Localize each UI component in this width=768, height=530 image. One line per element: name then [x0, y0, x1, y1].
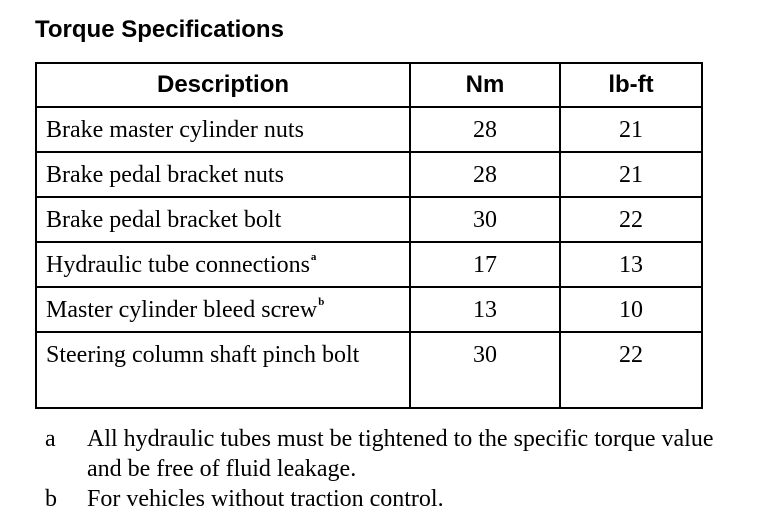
description-text: Brake master cylinder nuts: [46, 116, 304, 143]
row-lbft: 13: [560, 242, 702, 287]
row-lbft: 22: [560, 197, 702, 242]
description-text: Steering column shaft pinch bolt: [46, 342, 360, 368]
row-nm: 13: [410, 287, 560, 332]
table-row: [36, 332, 702, 408]
footnote-marker: b: [318, 295, 325, 308]
table-row: [36, 242, 702, 287]
description-text: Hydraulic tube connections: [46, 251, 310, 278]
table-row: [36, 152, 702, 197]
footnote-text: All hydraulic tubes must be tightened to the specific torque value and be free of fluid leakage.: [87, 426, 714, 482]
table-row: [36, 107, 702, 152]
torque-table: [35, 62, 703, 409]
row-nm: 28: [410, 107, 560, 152]
row-nm: 17: [410, 242, 560, 287]
footnote-marker: a: [310, 250, 317, 263]
row-description: [36, 332, 410, 408]
footnote: [45, 484, 745, 514]
row-lbft: 21: [560, 152, 702, 197]
row-description: [36, 197, 410, 242]
row-nm: 30: [410, 197, 560, 242]
column-header-nm: Nm: [410, 63, 560, 107]
footnotes: [45, 424, 745, 514]
row-description: [36, 242, 410, 287]
row-description: [36, 107, 410, 152]
description-text: Brake pedal bracket bolt: [46, 206, 282, 233]
footnote: [45, 424, 745, 484]
row-lbft: 10: [560, 287, 702, 332]
footnote-text: For vehicles without traction control.: [87, 486, 444, 512]
row-nm: 30: [410, 332, 560, 408]
table-row: [36, 197, 702, 242]
footnote-letter: a: [45, 426, 56, 452]
row-description: [36, 152, 410, 197]
description-text: Master cylinder bleed screw: [46, 296, 318, 323]
table-header-row: [36, 63, 702, 107]
column-header-description: Description: [36, 63, 410, 107]
row-nm: 28: [410, 152, 560, 197]
table-row: [36, 287, 702, 332]
column-header-lbft: lb-ft: [560, 63, 702, 107]
row-lbft: 21: [560, 107, 702, 152]
row-lbft: 22: [560, 332, 702, 408]
footnote-letter: b: [45, 486, 57, 512]
page-title: Torque Specifications: [35, 16, 284, 43]
description-text: Brake pedal bracket nuts: [46, 161, 284, 188]
row-description: [36, 287, 410, 332]
